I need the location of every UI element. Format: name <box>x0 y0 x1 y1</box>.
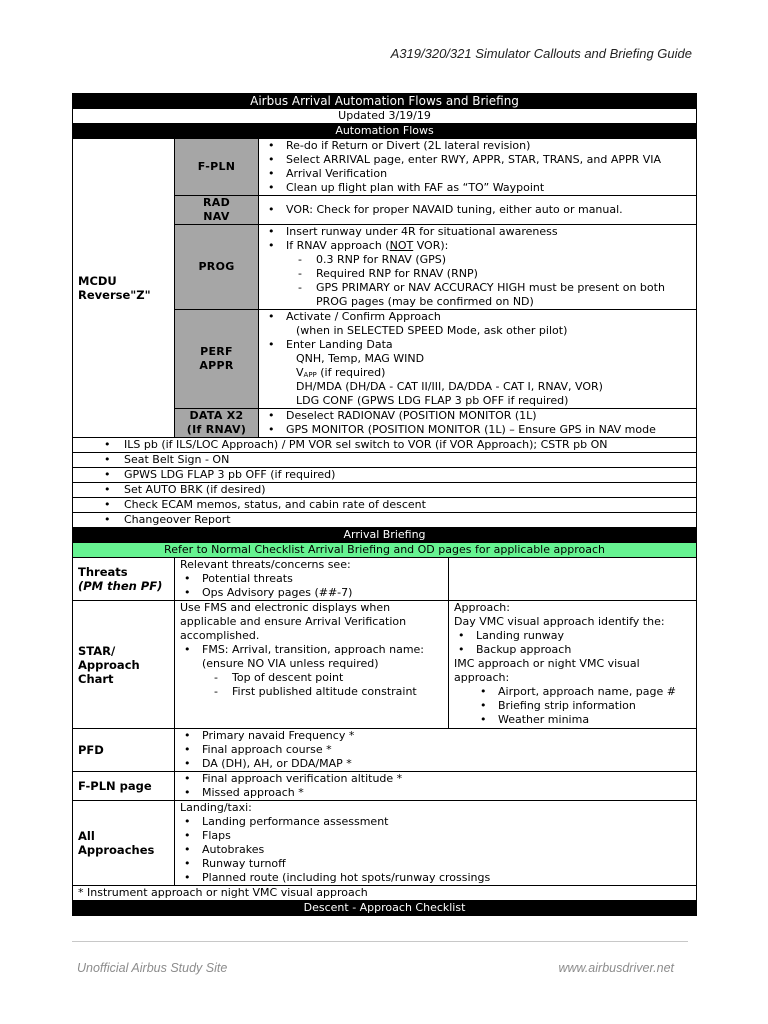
threats-empty-cell <box>449 558 697 601</box>
radnav-items <box>259 196 697 225</box>
list-item: • Planned route (including hot spots/runway crossings <box>180 871 691 885</box>
list-item: • Clean up flight plan with FAF as “TO” Waypoint <box>264 181 691 195</box>
landing-data-line: DH/MDA (DH/DA - CAT II/III, DA/DDA - CAT I, RNAV, VOR) <box>296 380 603 393</box>
list-item: • Final approach verification altitude * <box>180 772 691 786</box>
list-item: • Missed approach * <box>180 786 691 800</box>
prog-items <box>259 225 697 310</box>
arrival-briefing-heading: Arrival Briefing <box>73 528 697 543</box>
list-item: • VOR: Check for proper NAVAID tuning, either auto or manual. <box>264 203 691 217</box>
list-item: • If RNAV approach (NOT VOR): <box>264 239 691 253</box>
fpln-page-items <box>175 772 697 801</box>
list-item: • Backup approach <box>454 643 691 657</box>
landing-data-line: LDG CONF (GPWS LDG FLAP 3 pb OFF if required) <box>296 394 569 407</box>
star-right-column: Approach: Day VMC visual approach identify the: • Landing runway • Backup approach IMC approach or night VMC visual approach: • Airport, approach name, page # • Briefing strip information • Weather minima <box>449 601 697 729</box>
general-item: • Changeover Report <box>73 513 697 528</box>
list-item: • Deselect RADIONAV (POSITION MONITOR (1L) <box>264 409 691 423</box>
list-item: • Autobrakes <box>180 843 691 857</box>
list-item: • Enter Landing Data <box>264 338 691 352</box>
radnav-label: RAD NAV <box>175 196 259 225</box>
list-item: • Landing runway <box>454 629 691 643</box>
dash-item: - 0.3 RNP for RNAV (GPS) <box>264 253 691 267</box>
perf-appr-items <box>259 310 697 409</box>
pfd-items <box>175 729 697 772</box>
dash-item: - First published altitude constraint <box>180 685 443 699</box>
list-item: • Briefing strip information <box>454 699 691 713</box>
general-item: • Check ECAM memos, status, and cabin rate of descent <box>73 498 697 513</box>
general-item: • ILS pb (if ILS/LOC Approach) / PM VOR sel switch to VOR (if VOR Approach); CSTR pb ON <box>73 438 697 453</box>
list-item: • DA (DH), AH, or DDA/MAP * <box>180 757 691 771</box>
footer-url: www.airbusdriver.net <box>558 961 674 975</box>
running-header: A319/320/321 Simulator Callouts and Briefing Guide <box>390 46 692 61</box>
general-item: • GPWS LDG FLAP 3 pb OFF (if required) <box>73 468 697 483</box>
list-item: • Potential threats <box>180 572 443 586</box>
list-item: • Final approach course * <box>180 743 691 757</box>
dash-item: - GPS PRIMARY or NAV ACCURACY HIGH must be present on both PROG pages (may be confirmed on ND) <box>264 281 691 309</box>
data-x2-label: DATA X2 (If RNAV) <box>175 409 259 438</box>
pfd-label: PFD <box>73 729 175 772</box>
list-item: • Flaps <box>180 829 691 843</box>
descent-checklist-heading: Descent - Approach Checklist <box>73 901 697 916</box>
footer-site-name: Unofficial Airbus Study Site <box>77 961 228 975</box>
general-item: • Seat Belt Sign - ON <box>73 453 697 468</box>
perf-note: (when in SELECTED SPEED Mode, ask other pilot) <box>296 324 568 337</box>
list-item: • Ops Advisory pages (##-7) <box>180 586 443 600</box>
data-x2-items <box>259 409 697 438</box>
table-title: Airbus Arrival Automation Flows and Briefing <box>73 94 697 109</box>
briefing-table <box>72 93 697 916</box>
dash-item: - Top of descent point <box>180 671 443 685</box>
list-item: • Insert runway under 4R for situational awareness <box>264 225 691 239</box>
footer-divider <box>72 941 688 942</box>
list-item: • Re-do if Return or Divert (2L lateral revision) <box>264 139 691 153</box>
general-item: • Set AUTO BRK (if desired) <box>73 483 697 498</box>
list-item: • Weather minima <box>454 713 691 727</box>
all-approaches-label: All Approaches <box>73 801 175 886</box>
prog-label: PROG <box>175 225 259 310</box>
fpln-label: F-PLN <box>175 139 259 196</box>
fpln-page-label: F-PLN page <box>73 772 175 801</box>
star-approach-label: STAR/ Approach Chart <box>73 601 175 729</box>
threats-label: Threats (PM then PF) <box>73 558 175 601</box>
fpln-items <box>259 139 697 196</box>
footnote: * Instrument approach or night VMC visual approach <box>73 886 697 901</box>
landing-data-line: QNH, Temp, MAG WIND <box>296 352 425 365</box>
updated-date: Updated 3/19/19 <box>73 109 697 124</box>
list-item: • Runway turnoff <box>180 857 691 871</box>
perf-appr-label: PERF APPR <box>175 310 259 409</box>
briefing-note: Refer to Normal Checklist Arrival Briefing and OD pages for applicable approach <box>73 543 697 558</box>
star-left-column: Use FMS and electronic displays when applicable and ensure Arrival Verification accomplished. • FMS: Arrival, transition, approach name: (ensure NO VIA unless required) - Top of descent point - First published altitude constraint <box>175 601 449 729</box>
automation-flows-heading: Automation Flows <box>73 124 697 139</box>
list-item: • Landing performance assessment <box>180 815 691 829</box>
list-item: • Activate / Confirm Approach <box>264 310 691 324</box>
list-item: • Select ARRIVAL page, enter RWY, APPR, STAR, TRANS, and APPR VIA <box>264 153 691 167</box>
list-item: • Airport, approach name, page # <box>454 685 691 699</box>
list-item: • GPS MONITOR (POSITION MONITOR (1L) – Ensure GPS in NAV mode <box>264 423 691 437</box>
list-item: • FMS: Arrival, transition, approach name: (ensure NO VIA unless required) <box>180 643 443 671</box>
list-item: • Primary navaid Frequency * <box>180 729 691 743</box>
list-item: • Arrival Verification <box>264 167 691 181</box>
threats-items: Relevant threats/concerns see: • Potential threats • Ops Advisory pages (##-7) <box>175 558 449 601</box>
landing-data-line: $V_{APP}$ (if required) <box>296 366 386 379</box>
mcdu-group-label: MCDU Reverse"Z" <box>73 139 175 438</box>
dash-item: - Required RNP for RNAV (RNP) <box>264 267 691 281</box>
all-approaches-items: Landing/taxi: • Landing performance assessment • Flaps • Autobrakes • Runway turnoff • Planned route (including hot spots/runway crossings <box>175 801 697 886</box>
